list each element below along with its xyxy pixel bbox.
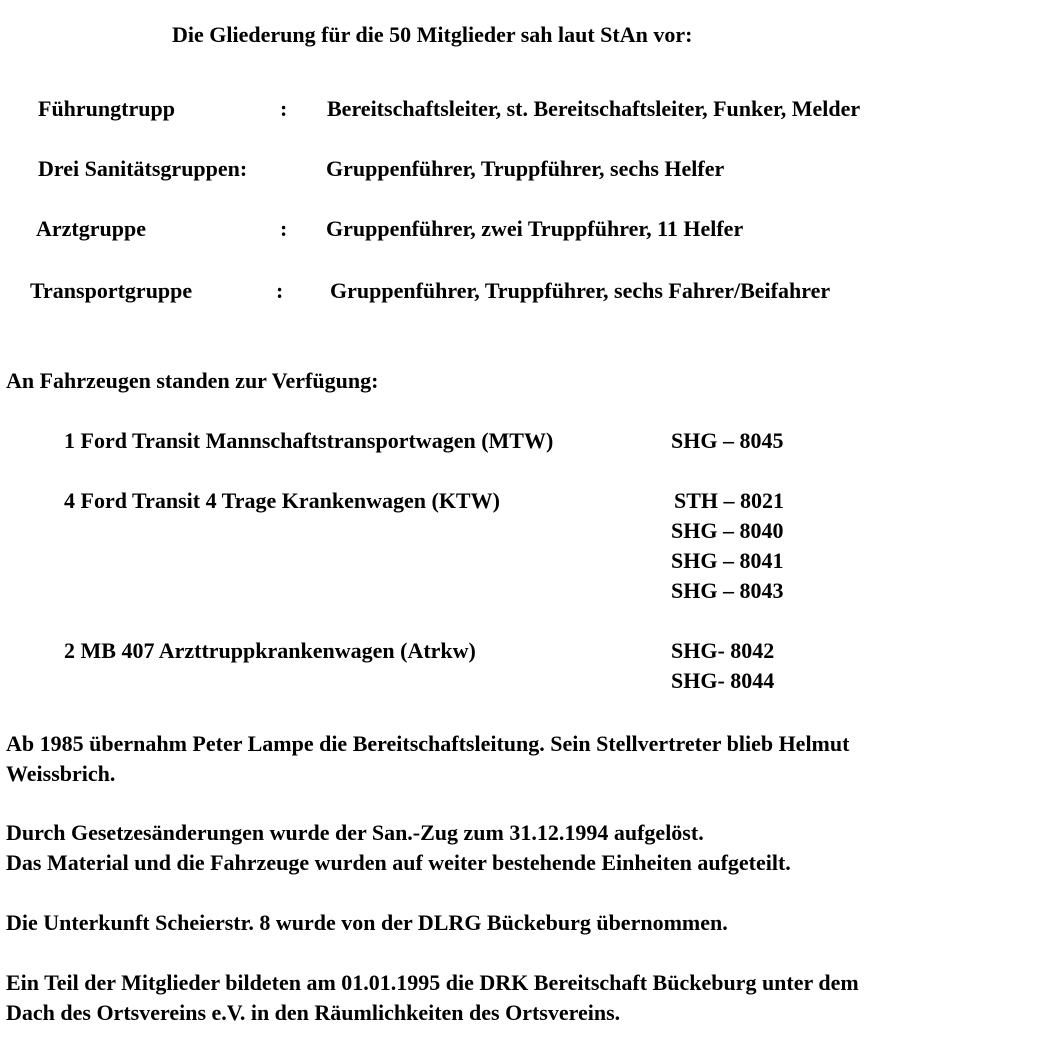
- paragraph-line: Dach des Ortsvereins e.V. in den Räumlichkeiten des Ortsvereins.: [6, 1000, 621, 1025]
- vehicles-heading: An Fahrzeugen standen zur Verfügung:: [6, 368, 379, 393]
- vehicle-description: 1 Ford Transit Mannschaftstransportwagen (MTW): [64, 428, 554, 453]
- paragraph-line: Ein Teil der Mitglieder bildeten am 01.01.1995 die DRK Bereitschaft Bückeburg unter dem: [6, 970, 859, 995]
- paragraph-line: Die Unterkunft Scheierstr. 8 wurde von der DLRG Bückeburg übernommen.: [6, 910, 728, 935]
- group-name: Drei Sanitätsgruppen:: [38, 156, 248, 181]
- vehicle-description: 2 MB 407 Arzttruppkrankenwagen (Atrkw): [64, 638, 476, 663]
- group-separator: :: [276, 278, 284, 303]
- page-heading: Die Gliederung für die 50 Mitglieder sah laut StAn vor:: [172, 22, 693, 47]
- group-name: Transportgruppe: [30, 278, 193, 303]
- group-separator: :: [280, 216, 288, 241]
- group-name: Arztgruppe: [36, 216, 146, 241]
- vehicle-plate: SHG- 8044: [671, 668, 775, 693]
- group-members: Gruppenführer, Truppführer, sechs Fahrer/Beifahrer: [330, 278, 831, 303]
- group-members: Gruppenführer, Truppführer, sechs Helfer: [326, 156, 725, 181]
- vehicle-plate: SHG – 8043: [671, 578, 784, 603]
- vehicle-plate: SHG – 8045: [671, 428, 784, 453]
- paragraph-line: Ab 1985 übernahm Peter Lampe die Bereitschaftsleitung. Sein Stellvertreter blieb Helmut: [6, 731, 850, 756]
- vehicle-description: 4 Ford Transit 4 Trage Krankenwagen (KTW): [64, 488, 500, 513]
- vehicle-plate: STH – 8021: [674, 488, 785, 513]
- vehicle-plate: SHG- 8042: [671, 638, 775, 663]
- group-members: Bereitschaftsleiter, st. Bereitschaftsleiter, Funker, Melder: [327, 96, 861, 121]
- paragraph-line: Weissbrich.: [6, 761, 116, 786]
- group-members: Gruppenführer, zwei Truppführer, 11 Helfer: [326, 216, 744, 241]
- vehicle-plate: SHG – 8040: [671, 518, 784, 543]
- paragraph-line: Durch Gesetzesänderungen wurde der San.-Zug zum 31.12.1994 aufgelöst.: [6, 820, 704, 845]
- group-separator: :: [280, 96, 288, 121]
- paragraph-line: Das Material und die Fahrzeuge wurden auf weiter bestehende Einheiten aufgeteilt.: [6, 850, 791, 875]
- vehicle-plate: SHG – 8041: [671, 548, 784, 573]
- group-name: Führungtrupp: [38, 96, 175, 121]
